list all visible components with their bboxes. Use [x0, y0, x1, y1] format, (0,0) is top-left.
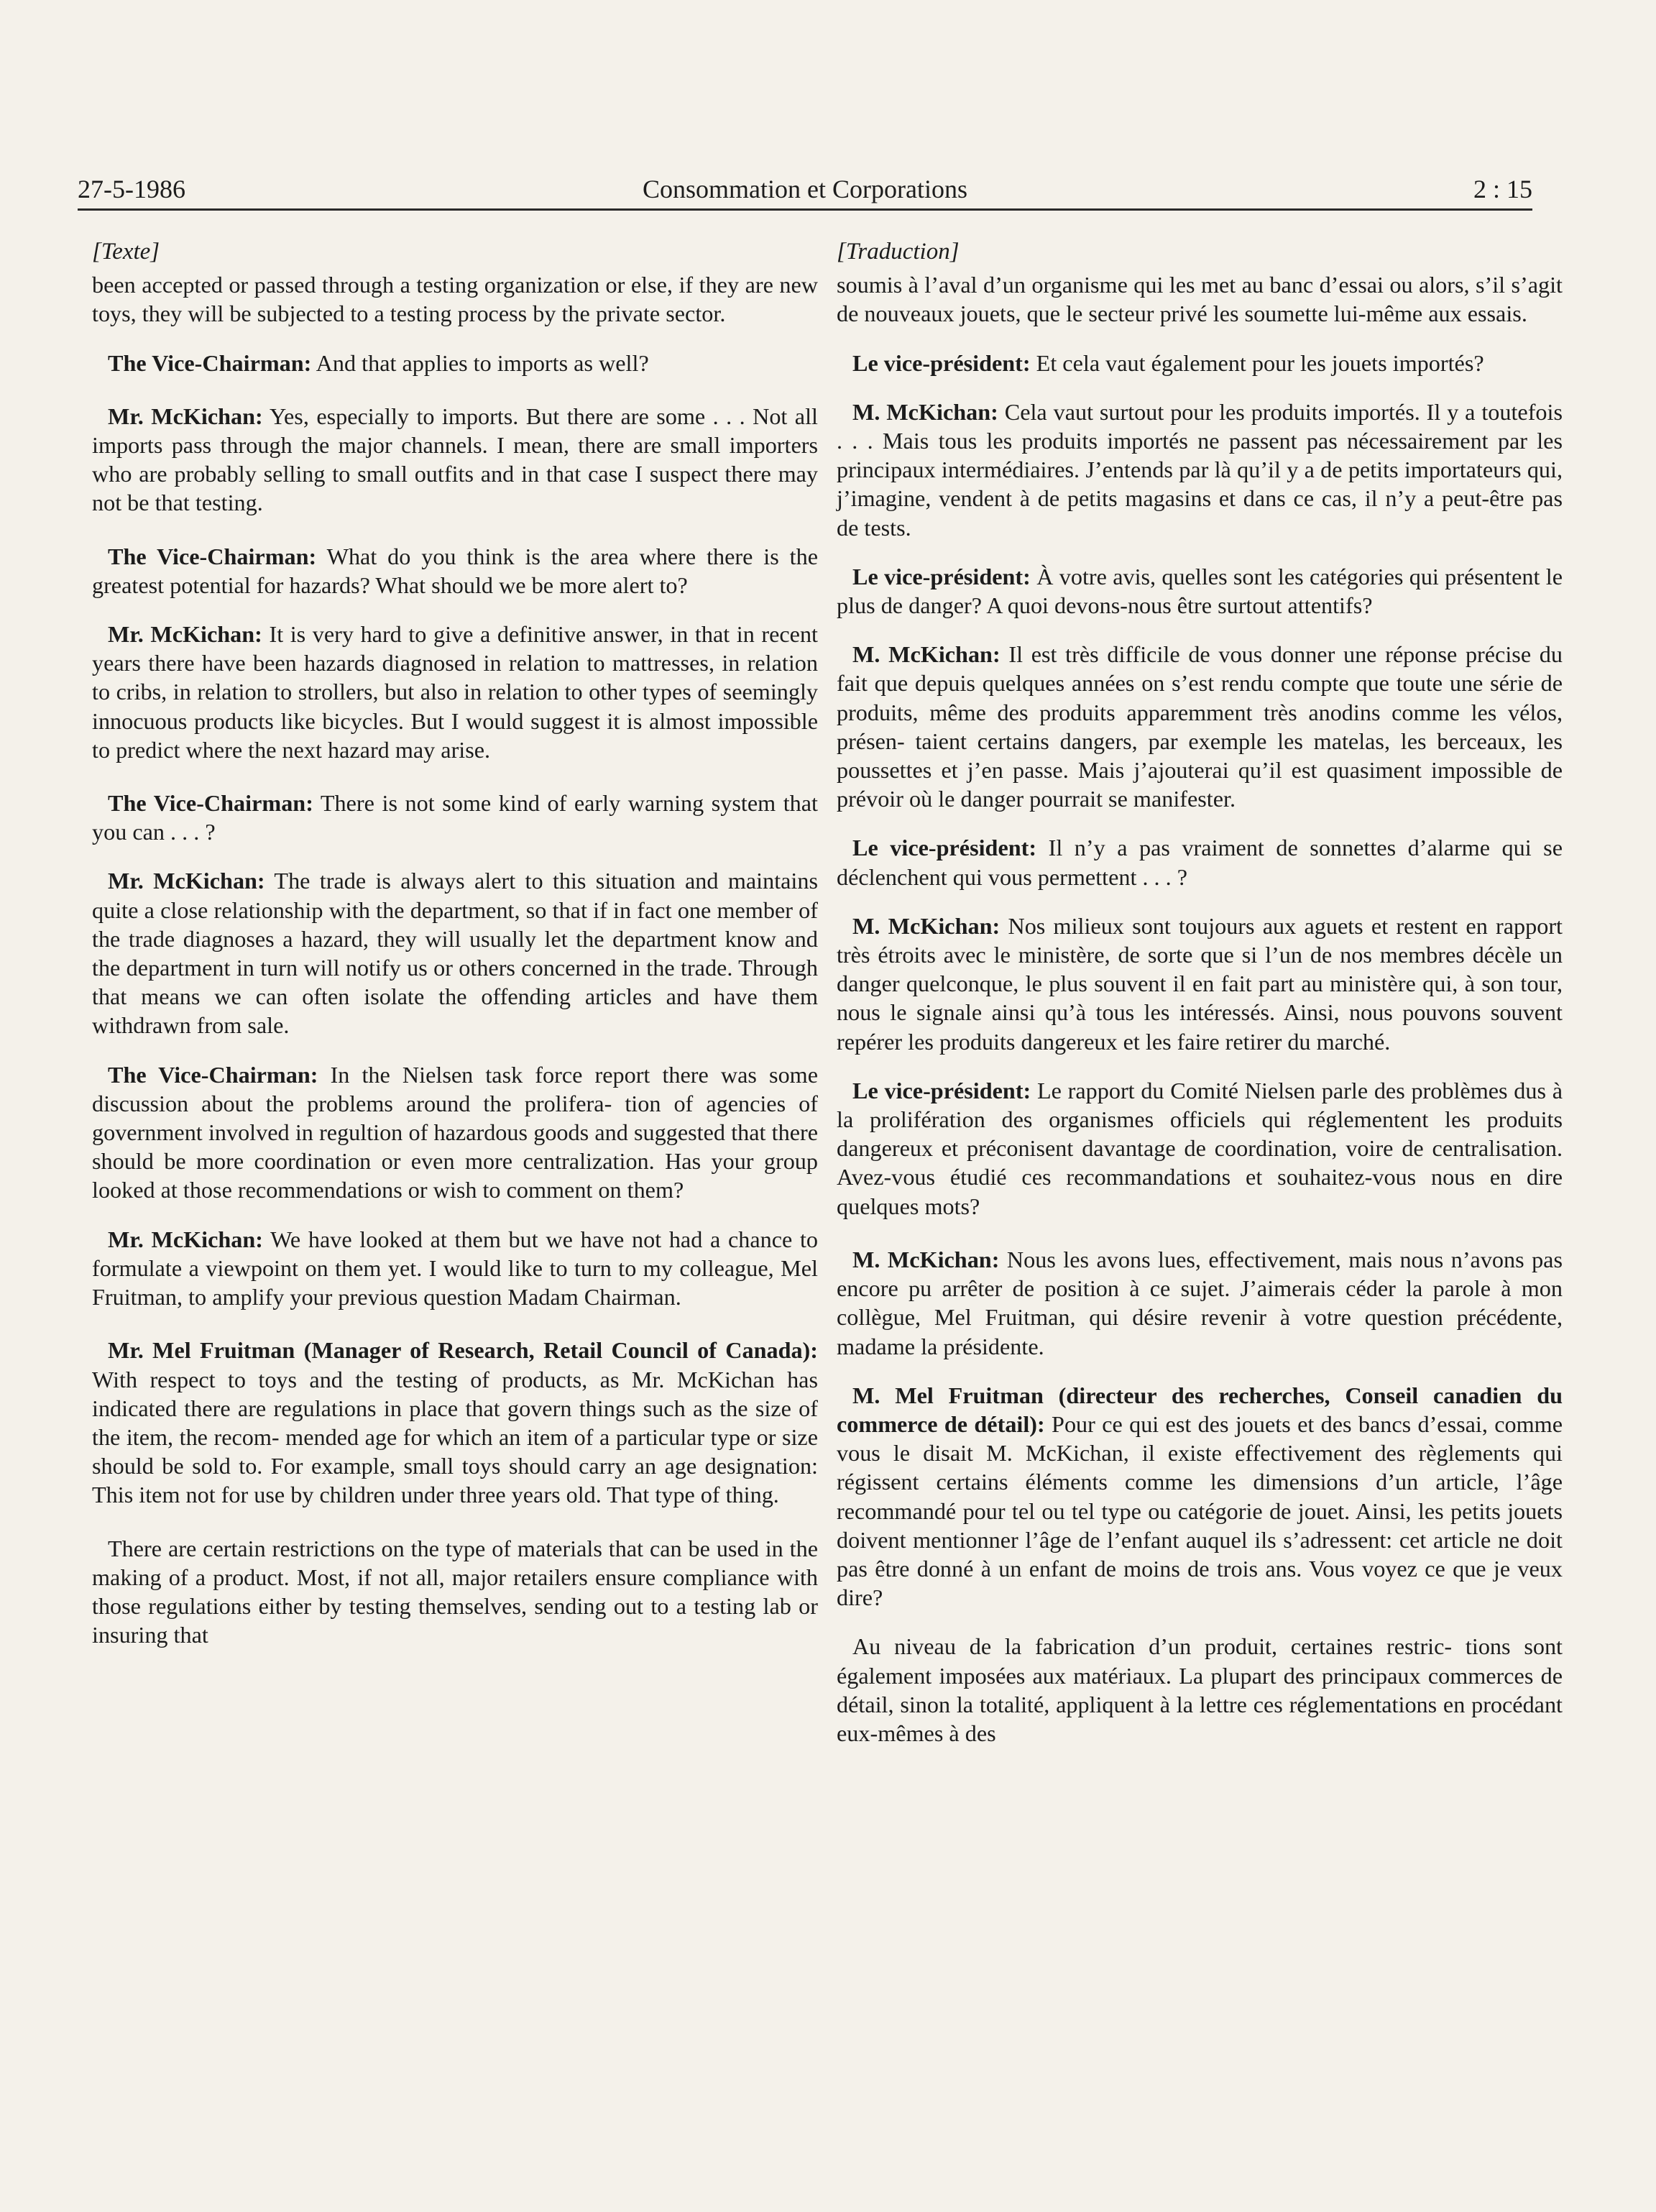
transcript-paragraph: M. McKichan: Cela vaut surtout pour les produits importés. Il y a toutefois . . . Mais tous les produits importés ne passent pas nécessairement par les principaux intermédiaires. J’entends par là qu’il y a de petits importateurs qui, j’imagine, vendent à de petits magasins et dans ce cas, il n’y a peut-être pas de tests.	[837, 398, 1563, 541]
transcript-paragraph: The Vice-Chairman: In the Nielsen task force report there was some discussion about the problems around the prolifera- tion of agencies of government involved in regultion of hazardous goods and suggested that there should be more coordination or even more centralization. Has your group looked at those recommendations or wish to comment on them?	[92, 1061, 819, 1203]
speaker-name: M. McKichan:	[852, 1246, 1000, 1272]
speaker-name: M. McKichan:	[852, 398, 998, 425]
french-column	[837, 237, 1563, 1768]
header-title: Consommation et Corporations	[643, 175, 967, 203]
transcript-paragraph: The Vice-Chairman: What do you think is the area where there is the greatest potential for hazards? What should we be more alert to?	[92, 543, 818, 598]
transcript-paragraph: There are certain restrictions on the type of materials that can be used in the making of a product. Most, if not all, major retailers ensure compliance with those regulations either by testing themselves, sending out to a testing lab or insuring that	[92, 1535, 818, 1648]
transcript-paragraph: M. McKichan: Nos milieux sont toujours aux aguets et restent en rapport très étroits avec le ministère, de sorte que si l’un de nos membres décèle un danger quelconque, le plus souvent il en fait part au ministère qui, à son tour, nous le signale ainsi qu’à tous les intéressés. Ainsi, nous pouvons souvent repérer les produits dangereux et les faire retirer du marché.	[837, 912, 1563, 1055]
transcript-paragraph: Mr. McKichan: The trade is always alert to this situation and maintains quite a close relationship with the department, so that if in fact one member of the trade diagnoses a hazard, they will usually let the department know and the department in turn will notify us or others concerned in the trade. Through that means we can often isolate the offending articles and have them withdrawn from sale.	[92, 868, 818, 1039]
transcript-paragraph: Mr. McKichan: It is very hard to give a definitive answer, in that in recent years there have been hazards diagnosed in relation to mattresses, in relation to cribs, in relation to strollers, but also in relation to other types of seemingly innocuous products like bicycles. But I would suggest it is almost impossible to predict where the next hazard may arise.	[92, 621, 819, 763]
transcript-paragraph: Au niveau de la fabrication d’un produit, certaines restric- tions sont également imposées aux matériaux. La plupart des principaux commerces de détail, sinon la totalité, appliquent à la lettre ces réglementations en procédant eux-mêmes à des	[837, 1633, 1563, 1746]
transcript-paragraph: Le vice-président: Il n’y a pas vraiment de sonnettes d’alarme qui se déclenchent qui vous permettent . . . ?	[837, 835, 1563, 890]
transcript-paragraph: Mr. McKichan: We have looked at them but we have not had a chance to formulate a viewpoint on them yet. I would like to turn to my colleague, Mel Fruitman, to amplify your previous question Madam Chairman.	[92, 1226, 819, 1311]
speaker-name: Le vice-président:	[852, 835, 1037, 861]
transcript-paragraph: M. McKichan: Nous les avons lues, effectivement, mais nous n’avons pas encore pu arrêter de position à ce sujet. J’aimerais céder la parole à mon collègue, Mel Fruitman, qui désire revenir à votre question précédente, madame la présidente.	[837, 1246, 1563, 1359]
transcript-paragraph: Mr. McKichan: Yes, especially to imports. But there are some . . . Not all imports pass through the major channels. I mean, there are small importers who are probably selling to small outfits and in that case I suspect there may not be that testing.	[92, 403, 818, 516]
speaker-name: Mr. McKichan:	[108, 868, 265, 894]
speaker-name: Mr. McKichan:	[108, 403, 263, 429]
transcript-paragraph: Le vice-président: À votre avis, quelles sont les catégories qui présentent le plus de danger? A quoi devons-nous être surtout attentifs?	[837, 563, 1563, 619]
speaker-name: The Vice-Chairman:	[108, 790, 313, 817]
transcript-paragraph: The Vice-Chairman: And that applies to imports as well?	[108, 349, 649, 376]
header-date: 27-5-1986	[78, 175, 185, 203]
speaker-name: The Vice-Chairman:	[108, 349, 312, 376]
transcript-paragraph: M. McKichan: Il est très difficile de vous donner une réponse précise du fait que depuis quelques années on s’est rendu compte que toute une série de produits, même des produits apparemment très anodins comme les vélos, présen- taient certains dangers, par exemple les matelas, les berceaux, les poussettes et j’en passe. Mais j’ajouterai qu’il est quasiment impossible de prévoir où le danger pourrait se manifester.	[837, 641, 1563, 812]
speaker-name: Mr. McKichan:	[108, 621, 262, 648]
transcript-paragraph: M. Mel Fruitman (directeur des recherches, Conseil canadien du commerce de détail): Pour ce qui est des jouets et des bancs d’essai, comme vous le disait M. McKichan, il existe effectivement des règlements qui régissent certains éléments comme les dimensions d’un article, l’âge recommandé pour tel ou tel type ou catégorie de jouet. Ainsi, les petits jouets doivent mentionner l’âge de l’enfant auquel ils s’adressent: cet article ne doit pas être donné à un enfant de moins de trois ans. Vous voyez ce que je veux dire?	[837, 1382, 1563, 1611]
speaker-name: Le vice-président:	[852, 349, 1031, 376]
language-label: [Texte]	[92, 239, 160, 265]
page-header	[78, 157, 1532, 211]
header-page-number: 2 : 15	[1473, 175, 1532, 203]
english-column	[92, 237, 818, 1669]
transcript-paragraph: The Vice-Chairman: There is not some kind of early warning system that you can . . . ?	[92, 790, 818, 845]
transcript-paragraph: Le vice-président: Le rapport du Comité Nielsen parle des problèmes dus à la prolifération des organismes officiels qui réglementent les produits dangereux et préconisent davantage de coordination, voire de centralisation. Avez-vous étudié ces recommandations et souhaitez-vous nous en dire quelques mots?	[837, 1077, 1563, 1219]
speaker-name: Le vice-président:	[852, 1077, 1031, 1103]
speaker-name: The Vice-Chairman:	[108, 543, 317, 569]
transcript-paragraph: Mr. Mel Fruitman (Manager of Research, Retail Council of Canada): With respect to toys and the testing of products, as Mr. McKichan has indicated there are regulations in place that govern things such as the size of the item, the recom- mended age for which an item of a particular type or size should be sold to. For example, small toys should carry an age designation: This item not for use by children under three years old. That type of thing.	[92, 1337, 818, 1508]
language-label: [Traduction]	[837, 239, 960, 265]
speaker-name: M. McKichan:	[852, 912, 1000, 939]
transcript-paragraph: Le vice-président: Et cela vaut également pour les jouets importés?	[852, 349, 1484, 376]
continued-paragraph: been accepted or passed through a testing organization or else, if they are new toys, they will be subjected to a testing process by the private sector.	[92, 272, 818, 327]
speaker-name: Mr. McKichan:	[108, 1226, 263, 1252]
speaker-name: The Vice-Chairman:	[108, 1061, 318, 1088]
continued-paragraph: soumis à l’aval d’un organisme qui les met au banc d’essai ou alors, s’il s’agit de nouveaux jouets, que le secteur privé les soumette lui-même aux essais.	[837, 272, 1563, 327]
speaker-name: M. Mel Fruitman (directeur des recherches, Conseil canadien du commerce de détail):	[837, 1382, 1563, 1437]
speaker-name: Mr. Mel Fruitman (Manager of Research, Retail Council of Canada):	[108, 1337, 818, 1364]
speaker-name: M. McKichan:	[852, 641, 1000, 668]
speaker-name: Le vice-président:	[852, 563, 1031, 589]
